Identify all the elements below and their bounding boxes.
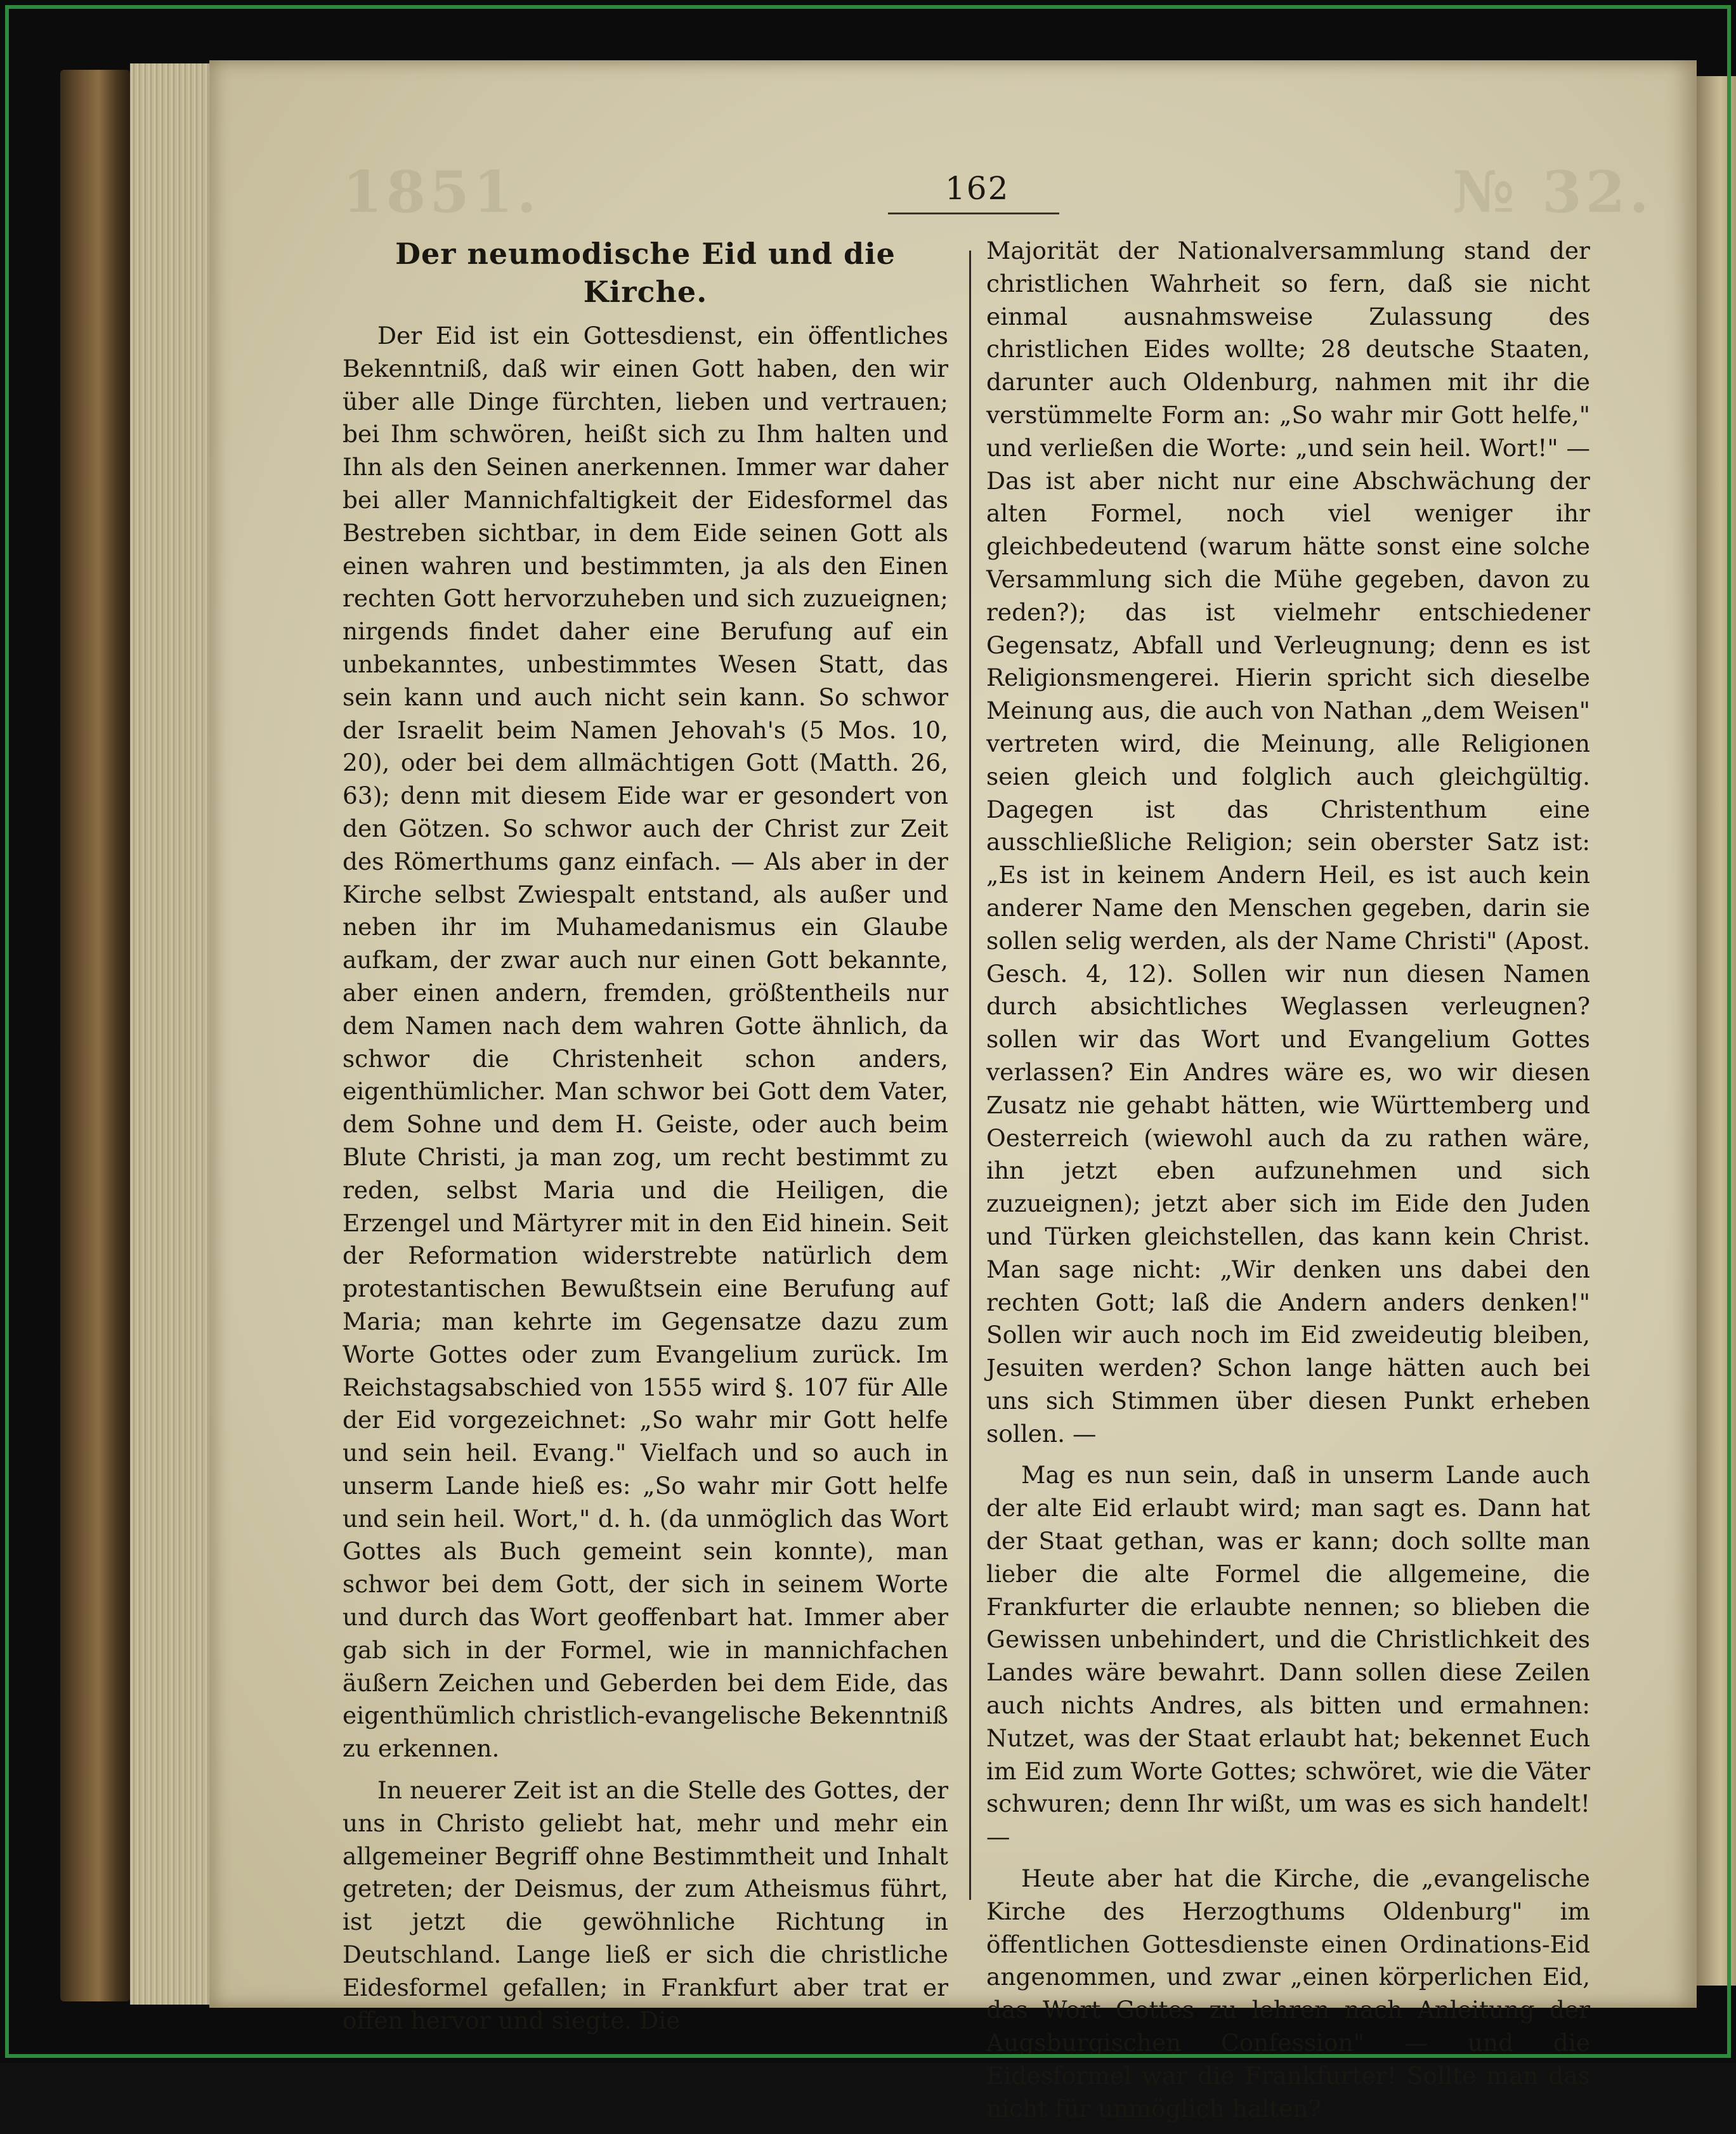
paragraph: Mag es nun sein, daß in unserm Lande auch der alte Eid erlaubt wird; man sagt es. Dann hat der Staat gethan, was er kann; doch sollte man lieber die alte Formel die allgemeine, die Frankfurter die erlaubte nennen; so blieben die Gewissen unbehindert, und die Christlichkeit des Landes wäre bewahrt. Dann sollen diese Zeilen auch nichts Andres, als bitten und ermahnen: Nutzet, was der Staat erlaubt hat; bekennet Euch im Eid zum Worte Gottes; schwöret, wie die Väter schwuren; denn Ihr wißt, um was es sich handelt! — <box>986 1461 1590 1851</box>
bleed-through-left: 1851. <box>343 159 540 226</box>
paragraph: In neuerer Zeit ist an die Stelle des Gottes, der uns in Christo geliebt hat, mehr und mehr ein allgemeiner Begriff ohne Bestimmtheit und Inhalt getreten; der Deismus, der zum Atheismus führt, ist jetzt die gewöhnliche Richtung in Deutschland. Lange ließ er sich die christliche Eidesformel gefallen; in Frankfurt aber trat er offen hervor und siegte. Die <box>343 1776 948 2034</box>
paragraph: Der Eid ist ein Gottesdienst, ein öffentliches Bekenntniß, daß wir einen Gott haben, den wir über alle Dinge fürchten, lieben und vertrauen; bei Ihm schwören, heißt sich zu Ihm halten und Ihn als den Seinen anerkennen. Immer war daher bei aller Mannichfaltigkeit der Eidesformel das Bestreben sichtbar, in dem Eide seinen Gott als einen wahren und bestimmten, ja als den Einen rechten Gott hervorzuheben und sich zuzueignen; nirgends findet daher eine Berufung auf ein unbekanntes, unbestimmtes Wesen Statt, das sein kann und auch nicht sein kann. So schwor der Israelit beim Namen Jehovah's (5 Mos. 10, 20), oder bei dem allmächtigen Gott (Matth. 26, 63); denn mit diesem Eide war er gesondert von den Götzen. So schwor auch der Christ zur Zeit des Römerthums ganz einfach. — Als aber in der Kirche selbst Zwiespalt entstand, als außer und neben ihr im Muhamedanismus ein Glaube aufkam, der zwar auch nur einen Gott bekannte, aber einen andern, fremden, größtentheils nur dem Namen nach dem wahren Gotte ähnlich, da schwor die Christenheit schon anders, eigenthümlicher. Man schwor bei Gott dem Vater, dem Sohne und dem H. Geiste, oder auch beim Blute Christi, ja man zog, um recht bestimmt zu reden, selbst Maria und die Heiligen, die Erzengel und Märtyrer mit in den Eid hinein. Seit der Reformation widerstrebte natürlich dem protestantischen Bewußtsein eine Berufung auf Maria; man kehrte im Gegensatze dazu zum Worte Gottes oder zum Evangelium zurück. Im Reichstagsabschied von 1555 wird §. 107 für Alle der Eid vorgezeichnet: „So wahr mir Gott helfe und sein heil. Evang." Vielfach und so auch in unserm Lande hieß es: „So wahr mir Gott helfe und sein heil. Wort," d. h. (da unmöglich das Wort Gottes als Buch gemeint sein konnte), man schwor bei dem Gott, der sich in seinem Worte und durch das Wort geoffenbart hat. Immer aber gab sich in der Formel, wie in mannichfachen äußern Zeichen und Geberden bei dem Eide, das eigenthümlich christlich-evangelische Bekenntniß zu erkennen. <box>343 322 948 1763</box>
crop-frame <box>5 5 1731 2058</box>
bleed-through-right: № 32. <box>1452 159 1653 226</box>
page-number: 162 <box>945 170 1010 207</box>
paragraph-continued: Majorität der Nationalversammlung stand der christlichen Wahrheit so fern, daß sie nicht einmal ausnahmsweise Zulassung des christlichen Eides wollte; 28 deutsche Staaten, darunter auch Oldenburg, nahmen mit ihr die verstümmelte Form an: „So wahr mir Gott helfe," und verließen die Worte: „und sein heil. Wort!" — Das ist aber nicht nur eine Abschwächung der alten Formel, noch viel weniger ihr gleichbedeutend (warum hätte sonst eine solche Versammlung sich die Mühe gegeben, davon zu reden?); das ist vielmehr entschiedener Gegensatz, Abfall und Verleugnung; denn es ist Religionsmengerei. Hierin spricht sich dieselbe Meinung aus, die auch von Nathan „dem Weisen" vertreten wird, die Meinung, alle Religionen seien gleich und folglich auch gleichgültig. Dagegen ist das Christenthum eine ausschließliche Religion; sein oberster Satz ist: „Es ist in keinem Andern Heil, es ist auch kein anderer Name den Menschen gegeben, darin sie sollen selig werden, als der Name Christi" (Apost. Gesch. 4, 12). Sollen wir nun diesen Namen durch absichtliches Weglassen verleugnen? sollen wir das Wort und Evangelium Gottes verlassen? Ein Andres wäre es, wo wir diesen Zusatz nie gehabt hätten, wie Württemberg und Oesterreich (wiewohl auch da zu rathen wäre, ihn jetzt eben aufzunehmen und sich zuzueignen); jetzt aber sich im Eide den Juden und Türken gleichstellen, das kann kein Christ. Man sage nicht: „Wir denken uns dabei den rechten Gott; laß die Andern anders denken!" Sollen wir auch noch im Eid zweideutig bleiben, Jesuiten werden? Schon lange hätten auch bei uns sich Stimmen über diesen Punkt erheben sollen. — <box>986 237 1590 1448</box>
article-title: Der neumodische Eid und die Kirche. <box>395 237 896 309</box>
paragraph: Heute aber hat die Kirche, die „evangelische Kirche des Herzogthums Oldenburg" im öffentlichen Gottesdienste einen Ordinations-Eid angenommen, und zwar „einen körperlichen Eid, das Wort Gottes zu lehren nach Anleitung der Augsburgischen Confession" — und die Eidesformel war die Frankfurter! Sollte man das nicht für unmöglich halten? <box>986 1864 1590 2123</box>
